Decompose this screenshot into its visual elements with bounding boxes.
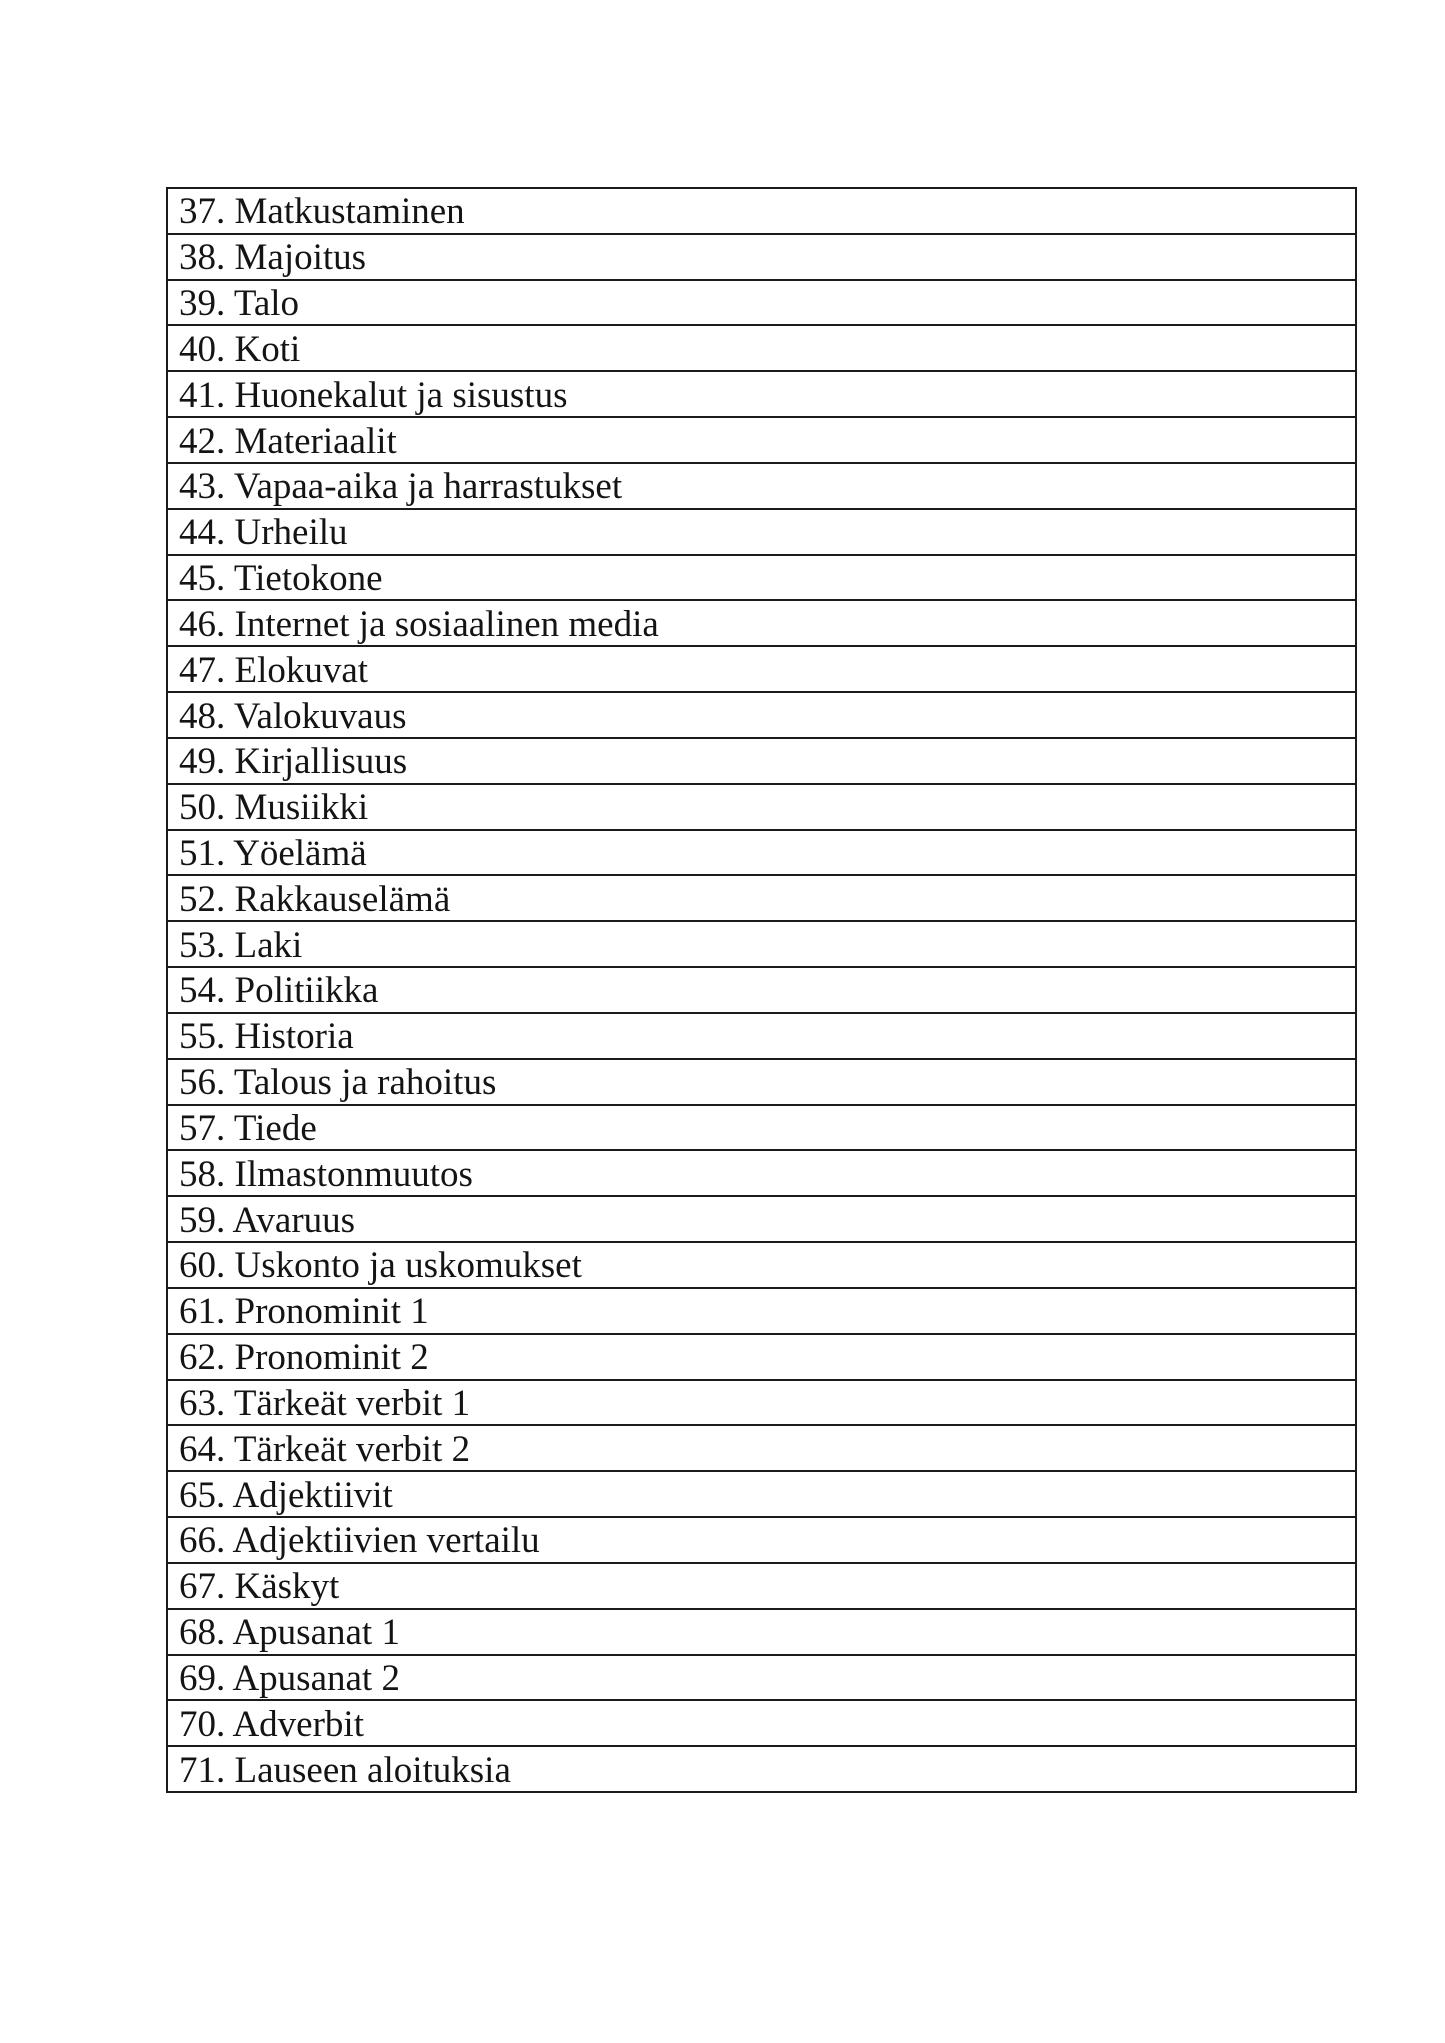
- table-row: [168, 235, 1355, 281]
- table-row: [168, 693, 1355, 739]
- table-row: [168, 372, 1355, 418]
- table-row: [168, 968, 1355, 1014]
- table-row: [168, 1701, 1355, 1747]
- table-row: [168, 1335, 1355, 1381]
- chapter-entry: 61. Pronominit 1: [179, 1291, 429, 1333]
- table-row: [168, 556, 1355, 602]
- chapter-entry: 70. Adverbit: [179, 1703, 364, 1745]
- table-row: [168, 1381, 1355, 1427]
- table-row: [168, 464, 1355, 510]
- chapter-entry: 37. Matkustaminen: [179, 191, 465, 233]
- chapter-entry: 60. Uskonto ja uskomukset: [179, 1245, 582, 1287]
- table-row: [168, 418, 1355, 464]
- table-row: [168, 1518, 1355, 1564]
- chapter-entry: 44. Urheilu: [179, 512, 348, 554]
- chapter-entry: 56. Talous ja rahoitus: [179, 1062, 497, 1104]
- chapter-entry: 42. Materiaalit: [179, 420, 397, 462]
- chapter-entry: 45. Tietokone: [179, 558, 383, 600]
- table-row: [168, 647, 1355, 693]
- table-row: [168, 1060, 1355, 1106]
- table-row: [168, 1426, 1355, 1472]
- table-row: [168, 1564, 1355, 1610]
- chapter-entry: 66. Adjektiivien vertailu: [179, 1520, 540, 1562]
- table-row: [168, 1197, 1355, 1243]
- table-row: [168, 1610, 1355, 1656]
- chapter-entry: 54. Politiikka: [179, 970, 379, 1012]
- chapter-entry: 69. Apusanat 2: [179, 1657, 400, 1699]
- chapter-entry: 43. Vapaa-aika ja harrastukset: [179, 466, 623, 508]
- table-row: [168, 1243, 1355, 1289]
- table-row: [168, 281, 1355, 327]
- chapter-entry: 46. Internet ja sosiaalinen media: [179, 603, 659, 645]
- table-row: [168, 189, 1355, 235]
- chapter-entry: 67. Käskyt: [179, 1566, 340, 1608]
- chapter-entry: 57. Tiede: [179, 1107, 317, 1149]
- chapter-entry: 53. Laki: [179, 924, 303, 966]
- table-row: [168, 326, 1355, 372]
- chapter-entry: 39. Talo: [179, 283, 300, 325]
- chapter-entry: 49. Kirjallisuus: [179, 741, 408, 783]
- chapter-entry: 63. Tärkeät verbit 1: [179, 1382, 471, 1424]
- table-row: [168, 785, 1355, 831]
- contents-table: [166, 187, 1357, 1793]
- chapter-entry: 71. Lauseen aloituksia: [179, 1749, 511, 1791]
- table-row: [168, 1472, 1355, 1518]
- chapter-entry: 58. Ilmastonmuutos: [179, 1153, 473, 1195]
- table-row: [168, 601, 1355, 647]
- table-row: [168, 510, 1355, 556]
- chapter-entry: 38. Majoitus: [179, 237, 367, 279]
- table-row: [168, 922, 1355, 968]
- chapter-entry: 62. Pronominit 2: [179, 1337, 429, 1379]
- chapter-entry: 68. Apusanat 1: [179, 1612, 400, 1654]
- chapter-entry: 55. Historia: [179, 1016, 354, 1058]
- chapter-entry: 59. Avaruus: [179, 1199, 356, 1241]
- chapter-entry: 48. Valokuvaus: [179, 695, 407, 737]
- table-row: [168, 1106, 1355, 1152]
- table-row: [168, 831, 1355, 877]
- chapter-entry: 52. Rakkauselämä: [179, 878, 451, 920]
- chapter-entry: 65. Adjektiivit: [179, 1474, 393, 1516]
- chapter-entry: 47. Elokuvat: [179, 649, 369, 691]
- table-row: [168, 1151, 1355, 1197]
- table-row: [168, 1747, 1355, 1791]
- chapter-entry: 64. Tärkeät verbit 2: [179, 1428, 471, 1470]
- chapter-entry: 40. Koti: [179, 328, 301, 370]
- chapter-entry: 50. Musiikki: [179, 787, 369, 829]
- table-row: [168, 1289, 1355, 1335]
- table-row: [168, 739, 1355, 785]
- table-row: [168, 876, 1355, 922]
- table-row: [168, 1014, 1355, 1060]
- chapter-entry: 41. Huonekalut ja sisustus: [179, 374, 568, 416]
- table-row: [168, 1656, 1355, 1702]
- chapter-entry: 51. Yöelämä: [179, 833, 367, 874]
